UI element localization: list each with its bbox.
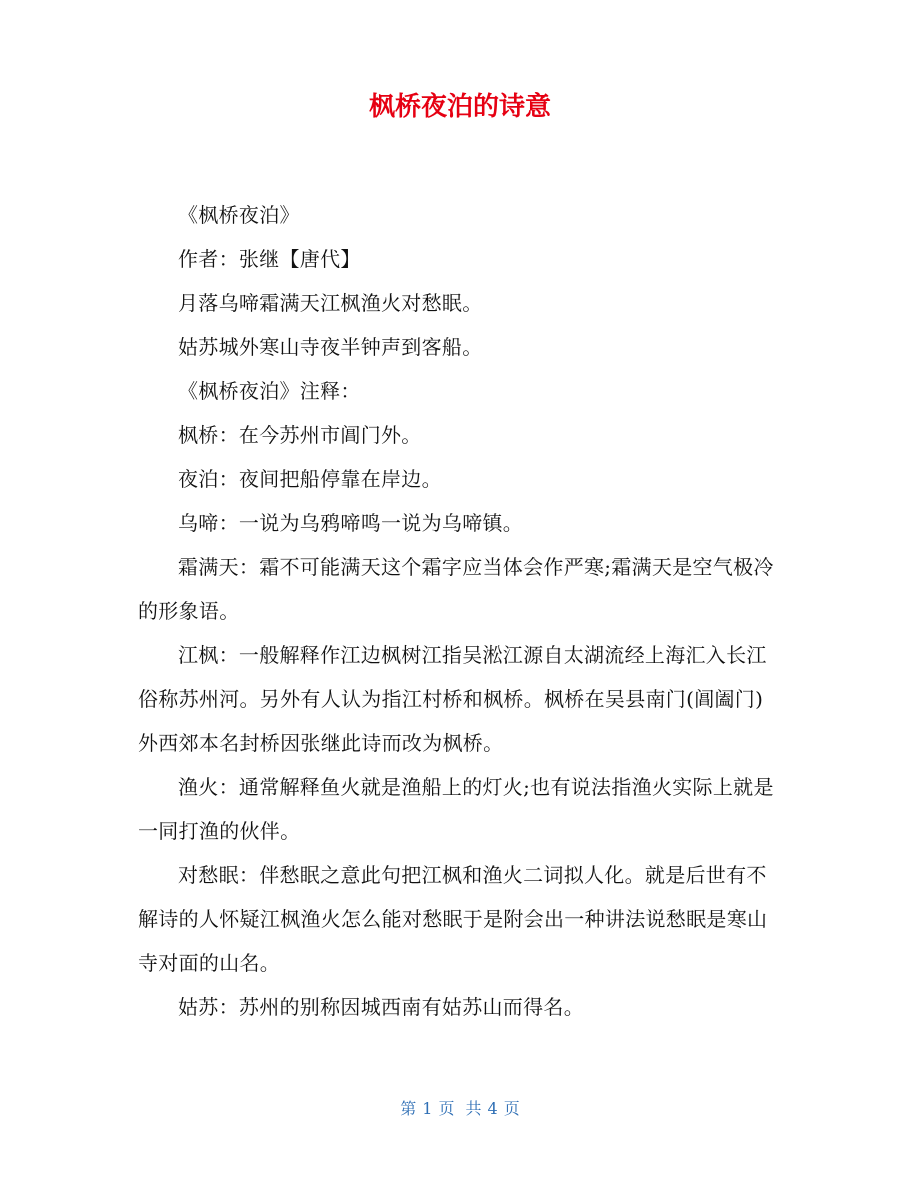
paragraph-notes-heading: 《枫桥夜泊》注释： (178, 379, 361, 403)
footer-suffix: 页 (503, 1099, 520, 1118)
paragraph-poem-title: 《枫桥夜泊》 (178, 203, 300, 227)
paragraph-poem-line-1: 月落乌啼霜满天江枫渔火对愁眠。 (178, 291, 483, 315)
paragraph-note-shuangmantian: 霜满天：霜不可能满天这个霜字应当体会作严寒;霜满天是空气极冷的形象语。 (138, 555, 774, 623)
paragraph-note-fengqiao: 枫桥：在今苏州市阊门外。 (178, 423, 422, 447)
document-body (138, 193, 778, 1029)
paragraph-note-wuti: 乌啼：一说为乌鸦啼鸣一说为乌啼镇。 (178, 511, 524, 535)
paragraph-note-duichoumian: 对愁眠：伴愁眠之意此句把江枫和渔火二词拟人化。就是后世有不解诗的人怀疑江枫渔火怎么能对愁眠于是附会出一种讲法说愁眠是寒山寺对面的山名。 (138, 863, 768, 975)
footer-page-number: 1 (422, 1099, 433, 1118)
paragraph-note-yuhuo: 渔火：通常解释鱼火就是渔船上的灯火;也有说法指渔火实际上就是一同打渔的伙伴。 (138, 775, 774, 843)
footer-prefix: 第 (400, 1099, 417, 1118)
document-title: 枫桥夜泊的诗意 (368, 92, 551, 122)
paragraph-poem-line-2: 姑苏城外寒山寺夜半钟声到客船。 (178, 335, 483, 359)
page-footer (0, 1096, 920, 1119)
footer-total-pages: 4 (487, 1099, 498, 1118)
paragraph-author: 作者：张继【唐代】 (178, 247, 361, 271)
footer-mid: 页 共 (438, 1099, 482, 1118)
paragraph-note-yebo: 夜泊：夜间把船停靠在岸边。 (178, 467, 442, 491)
paragraph-note-gusu: 姑苏：苏州的别称因城西南有姑苏山而得名。 (178, 995, 584, 1019)
paragraph-note-jiangfeng: 江枫：一般解释作江边枫树江指吴淞江源自太湖流经上海汇入长江俗称苏州河。另外有人认为指江村桥和枫桥。枫桥在吴县南门(阊阖门)外西郊本名封桥因张继此诗而改为枫桥。 (138, 643, 767, 755)
